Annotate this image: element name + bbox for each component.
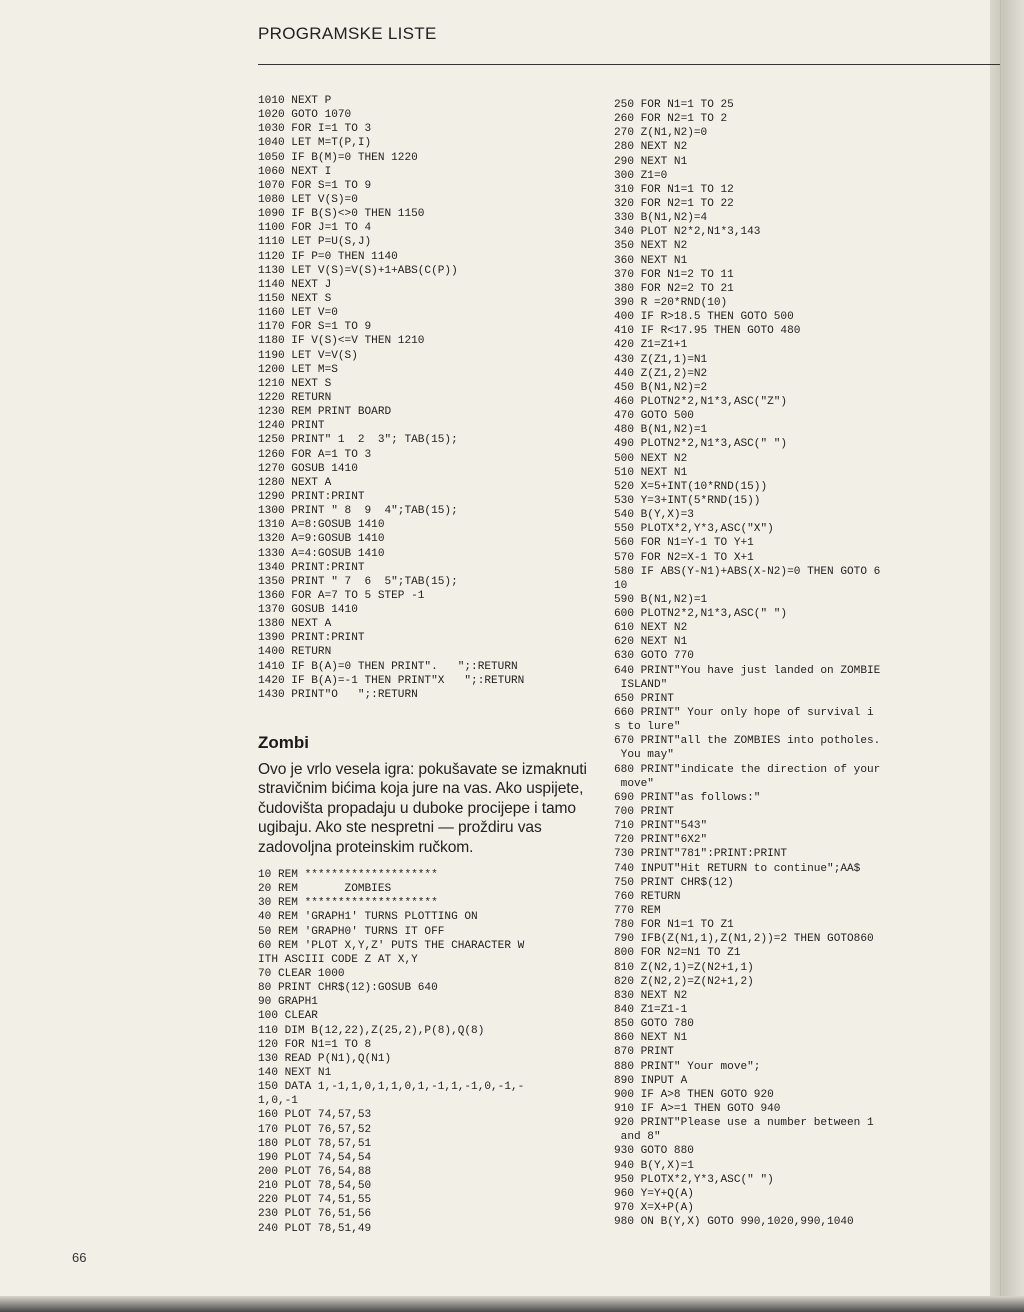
code-line: 600 PLOTN2*2,N1*3,ASC(" "): [614, 608, 788, 621]
code-line: 1100 FOR J=1 TO 4: [258, 222, 372, 235]
code-line: 860 NEXT N1: [614, 1032, 688, 1045]
bottom-page-shadow: [0, 1296, 1024, 1312]
code-line: 1150 NEXT S: [258, 292, 332, 305]
section-description: Ovo je vrlo vesela igra: pokušavate se izmaknuti stravičnim bićima koja jure na vas. Ako uspijete, čudovišta propadaju u duboke procijepe i tamo ugibaju. Ako ste nespretni — proždiru vas zadovoljna proteinskim ručkom.: [258, 761, 587, 856]
code-line: 1320 A=9:GOSUB 1410: [258, 533, 385, 546]
code-line: 960 Y=Y+Q(A): [614, 1187, 694, 1200]
code-line: 20 REM ZOMBIES: [258, 883, 392, 896]
code-line: 550 PLOTX*2,Y*3,ASC("X"): [614, 523, 774, 536]
code-line: 1400 RETURN: [258, 646, 332, 659]
code-line: 1050 IF B(M)=0 THEN 1220: [258, 151, 418, 164]
code-line: 1260 FOR A=1 TO 3: [258, 448, 372, 461]
code-line: 150 DATA 1,-1,1,0,1,1,0,1,-1,1,-1,0,-1,-: [258, 1081, 525, 1094]
code-line: 580 IF ABS(Y-N1)+ABS(X-N2)=0 THEN GOTO 6: [614, 565, 881, 578]
code-line: 480 B(N1,N2)=1: [614, 424, 708, 437]
code-line: 410 IF R<17.95 THEN GOTO 480: [614, 325, 801, 338]
code-line: 250 FOR N1=1 TO 25: [614, 99, 734, 111]
code-line: move": [614, 777, 654, 790]
code-listing-part2: [258, 868, 524, 1236]
code-line: 1030 FOR I=1 TO 3: [258, 123, 372, 136]
code-line: 270 Z(N1,N2)=0: [614, 127, 708, 140]
code-line: 780 FOR N1=1 TO Z1: [614, 919, 734, 932]
code-line: 1240 PRINT: [258, 420, 325, 433]
adjacent-page-edge: [990, 0, 1024, 1312]
page-number: 66: [72, 1250, 87, 1265]
code-line: 10: [614, 579, 628, 592]
code-line: 1120 IF P=0 THEN 1140: [258, 250, 398, 263]
code-line: 930 GOTO 880: [614, 1145, 694, 1158]
code-line: 910 IF A>=1 THEN GOTO 940: [614, 1102, 781, 1115]
code-line: 850 GOTO 780: [614, 1018, 694, 1031]
code-line: 370 FOR N1=2 TO 11: [614, 268, 734, 281]
code-line: 890 INPUT A: [614, 1074, 688, 1087]
code-line: 320 FOR N2=1 TO 22: [614, 197, 734, 210]
code-line: 140 NEXT N1: [258, 1066, 332, 1079]
code-line: 60 REM 'PLOT X,Y,Z' PUTS THE CHARACTER W: [258, 939, 525, 952]
running-header: PROGRAMSKE LISTE: [258, 24, 437, 43]
code-line: 360 NEXT N1: [614, 254, 688, 267]
code-line: 100 CLEAR: [258, 1010, 318, 1023]
code-line: and 8": [614, 1131, 661, 1144]
code-line: 700 PRINT: [614, 806, 674, 819]
page-edge-line: [1000, 0, 1001, 1312]
code-line: 440 Z(Z1,2)=N2: [614, 367, 708, 380]
code-listing-part1: [258, 94, 524, 702]
code-line: 1190 LET V=V(S): [258, 349, 358, 362]
code-line: 350 NEXT N2: [614, 240, 688, 253]
code-line: 40 REM 'GRAPH1' TURNS PLOTTING ON: [258, 911, 478, 924]
code-line: 450 B(N1,N2)=2: [614, 381, 708, 394]
code-line: 310 FOR N1=1 TO 12: [614, 183, 734, 196]
code-line: 660 PRINT" Your only hope of survival i: [614, 707, 874, 720]
code-line: 1340 PRINT:PRINT: [258, 561, 365, 574]
code-line: 190 PLOT 74,54,54: [258, 1151, 372, 1164]
code-line: 520 X=5+INT(10*RND(15)): [614, 480, 768, 493]
section-heading: Zombi: [258, 733, 309, 752]
code-line: 510 NEXT N1: [614, 466, 688, 479]
code-line: 1310 A=8:GOSUB 1410: [258, 519, 385, 532]
code-line: 1180 IF V(S)<=V THEN 1210: [258, 335, 425, 348]
code-line: 650 PRINT: [614, 692, 674, 705]
code-line: 720 PRINT"6X2": [614, 834, 708, 847]
code-line: 1230 REM PRINT BOARD: [258, 406, 392, 419]
code-line: 980 ON B(Y,X) GOTO 990,1020,990,1040: [614, 1216, 854, 1229]
code-line: 160 PLOT 74,57,53: [258, 1109, 372, 1122]
code-line: 620 NEXT N1: [614, 636, 688, 649]
code-line: 680 PRINT"indicate the direction of your: [614, 763, 881, 776]
code-line: 1290 PRINT:PRINT: [258, 490, 365, 503]
code-line: 840 Z1=Z1-1: [614, 1004, 688, 1016]
code-line: 1070 FOR S=1 TO 9: [258, 179, 372, 192]
code-line: 1300 PRINT " 8 9 4";TAB(15);: [258, 505, 458, 518]
code-line: 710 PRINT"543": [614, 820, 708, 833]
code-line: 1010 NEXT P: [258, 95, 332, 107]
code-line: 1250 PRINT" 1 2 3"; TAB(15);: [258, 434, 458, 447]
code-line: 70 CLEAR 1000: [258, 967, 345, 980]
code-line: 790 IFB(Z(N1,1),Z(N1,2))=2 THEN GOTO860: [614, 933, 874, 946]
code-line: 920 PRINT"Please use a number between 1: [614, 1117, 874, 1130]
code-line: 1360 FOR A=7 TO 5 STEP -1: [258, 589, 425, 602]
code-line: 170 PLOT 76,57,52: [258, 1123, 372, 1136]
code-line: s to lure": [614, 721, 681, 734]
code-line: 900 IF A>8 THEN GOTO 920: [614, 1088, 774, 1101]
code-line: 1210 NEXT S: [258, 377, 332, 390]
code-line: 500 NEXT N2: [614, 452, 688, 465]
code-line: 200 PLOT 76,54,88: [258, 1165, 372, 1178]
code-line: 610 NEXT N2: [614, 622, 688, 635]
code-listing-part3: [614, 98, 880, 1229]
code-line: 1140 NEXT J: [258, 278, 332, 291]
code-line: 590 B(N1,N2)=1: [614, 593, 708, 606]
code-line: 1130 LET V(S)=V(S)+1+ABS(C(P)): [258, 264, 458, 277]
code-line: 1220 RETURN: [258, 391, 332, 404]
code-line: 750 PRINT CHR$(12): [614, 876, 734, 889]
code-line: 120 FOR N1=1 TO 8: [258, 1038, 372, 1051]
code-line: 740 INPUT"Hit RETURN to continue";AA$: [614, 862, 861, 875]
code-line: 1160 LET V=0: [258, 307, 338, 320]
code-line: 1410 IF B(A)=0 THEN PRINT". ";:RETURN: [258, 660, 518, 673]
code-line: 820 Z(N2,2)=Z(N2+1,2): [614, 975, 754, 988]
code-line: 870 PRINT: [614, 1046, 674, 1059]
code-line: 460 PLOTN2*2,N1*3,ASC("Z"): [614, 395, 788, 408]
code-line: 640 PRINT"You have just landed on ZOMBIE: [614, 664, 881, 677]
code-line: 240 PLOT 78,51,49: [258, 1222, 372, 1235]
code-line: 1430 PRINT"O ";:RETURN: [258, 688, 418, 701]
code-line: 220 PLOT 74,51,55: [258, 1194, 372, 1207]
header-rule: [258, 64, 1000, 65]
code-line: 340 PLOT N2*2,N1*3,143: [614, 226, 761, 239]
code-line: You may": [614, 749, 674, 762]
code-line: 830 NEXT N2: [614, 989, 688, 1002]
code-line: 210 PLOT 78,54,50: [258, 1180, 372, 1193]
code-line: 1020 GOTO 1070: [258, 109, 352, 122]
code-line: 260 FOR N2=1 TO 2: [614, 113, 728, 126]
code-line: 630 GOTO 770: [614, 650, 694, 663]
code-line: 690 PRINT"as follows:": [614, 791, 761, 804]
code-line: 470 GOTO 500: [614, 410, 694, 423]
code-line: 950 PLOTX*2,Y*3,ASC(" "): [614, 1173, 774, 1186]
code-line: 1370 GOSUB 1410: [258, 604, 358, 617]
code-line: 1270 GOSUB 1410: [258, 462, 358, 475]
code-line: 760 RETURN: [614, 890, 681, 903]
code-line: 30 REM ********************: [258, 897, 438, 910]
code-line: 570 FOR N2=X-1 TO X+1: [614, 551, 754, 564]
code-line: 770 REM: [614, 905, 661, 918]
code-line: 810 Z(N2,1)=Z(N2+1,1): [614, 961, 754, 974]
code-line: 1330 A=4:GOSUB 1410: [258, 547, 385, 560]
code-line: 1,0,-1: [258, 1095, 298, 1108]
code-line: 530 Y=3+INT(5*RND(15)): [614, 494, 761, 507]
code-line: 430 Z(Z1,1)=N1: [614, 353, 708, 366]
code-line: 670 PRINT"all the ZOMBIES into potholes.: [614, 735, 881, 748]
code-line: 80 PRINT CHR$(12):GOSUB 640: [258, 982, 438, 995]
code-line: 1200 LET M=S: [258, 363, 338, 376]
code-line: 230 PLOT 76,51,56: [258, 1208, 372, 1221]
code-line: 280 NEXT N2: [614, 141, 688, 154]
code-line: 1080 LET V(S)=0: [258, 193, 358, 206]
code-line: 420 Z1=Z1+1: [614, 339, 688, 352]
code-line: 300 Z1=0: [614, 169, 668, 182]
code-line: 390 R =20*RND(10): [614, 296, 728, 309]
code-line: 540 B(Y,X)=3: [614, 509, 694, 522]
code-line: 290 NEXT N1: [614, 155, 688, 168]
code-line: 180 PLOT 78,57,51: [258, 1137, 372, 1150]
code-line: 560 FOR N1=Y-1 TO Y+1: [614, 537, 754, 550]
code-line: 730 PRINT"781":PRINT:PRINT: [614, 848, 788, 861]
code-line: 1390 PRINT:PRINT: [258, 632, 365, 645]
code-line: 1280 NEXT A: [258, 476, 332, 489]
code-line: 50 REM 'GRAPH0' TURNS IT OFF: [258, 925, 445, 938]
code-line: 1380 NEXT A: [258, 618, 332, 631]
code-line: 1040 LET M=T(P,I): [258, 137, 372, 150]
code-line: 490 PLOTN2*2,N1*3,ASC(" "): [614, 438, 788, 451]
code-line: 940 B(Y,X)=1: [614, 1159, 694, 1172]
code-line: 800 FOR N2=N1 TO Z1: [614, 947, 741, 960]
code-line: 1420 IF B(A)=-1 THEN PRINT"X ";:RETURN: [258, 674, 525, 687]
code-line: 1350 PRINT " 7 6 5";TAB(15);: [258, 575, 458, 588]
code-line: 330 B(N1,N2)=4: [614, 212, 708, 225]
code-line: 110 DIM B(12,22),Z(25,2),P(8),Q(8): [258, 1024, 485, 1037]
code-line: 400 IF R>18.5 THEN GOTO 500: [614, 311, 794, 324]
code-line: 1090 IF B(S)<>0 THEN 1150: [258, 208, 425, 221]
code-line: 130 READ P(N1),Q(N1): [258, 1052, 392, 1065]
code-line: 880 PRINT" Your move";: [614, 1060, 761, 1073]
code-line: 1110 LET P=U(S,J): [258, 236, 372, 249]
code-line: 970 X=X+P(A): [614, 1201, 694, 1214]
code-line: 1170 FOR S=1 TO 9: [258, 321, 372, 334]
code-line: 10 REM ********************: [258, 869, 438, 881]
code-line: 1060 NEXT I: [258, 165, 332, 178]
code-line: 380 FOR N2=2 TO 21: [614, 282, 734, 295]
code-line: ITH ASCIII CODE Z AT X,Y: [258, 953, 418, 966]
code-line: ISLAND": [614, 678, 668, 691]
code-line: 90 GRAPH1: [258, 996, 318, 1009]
